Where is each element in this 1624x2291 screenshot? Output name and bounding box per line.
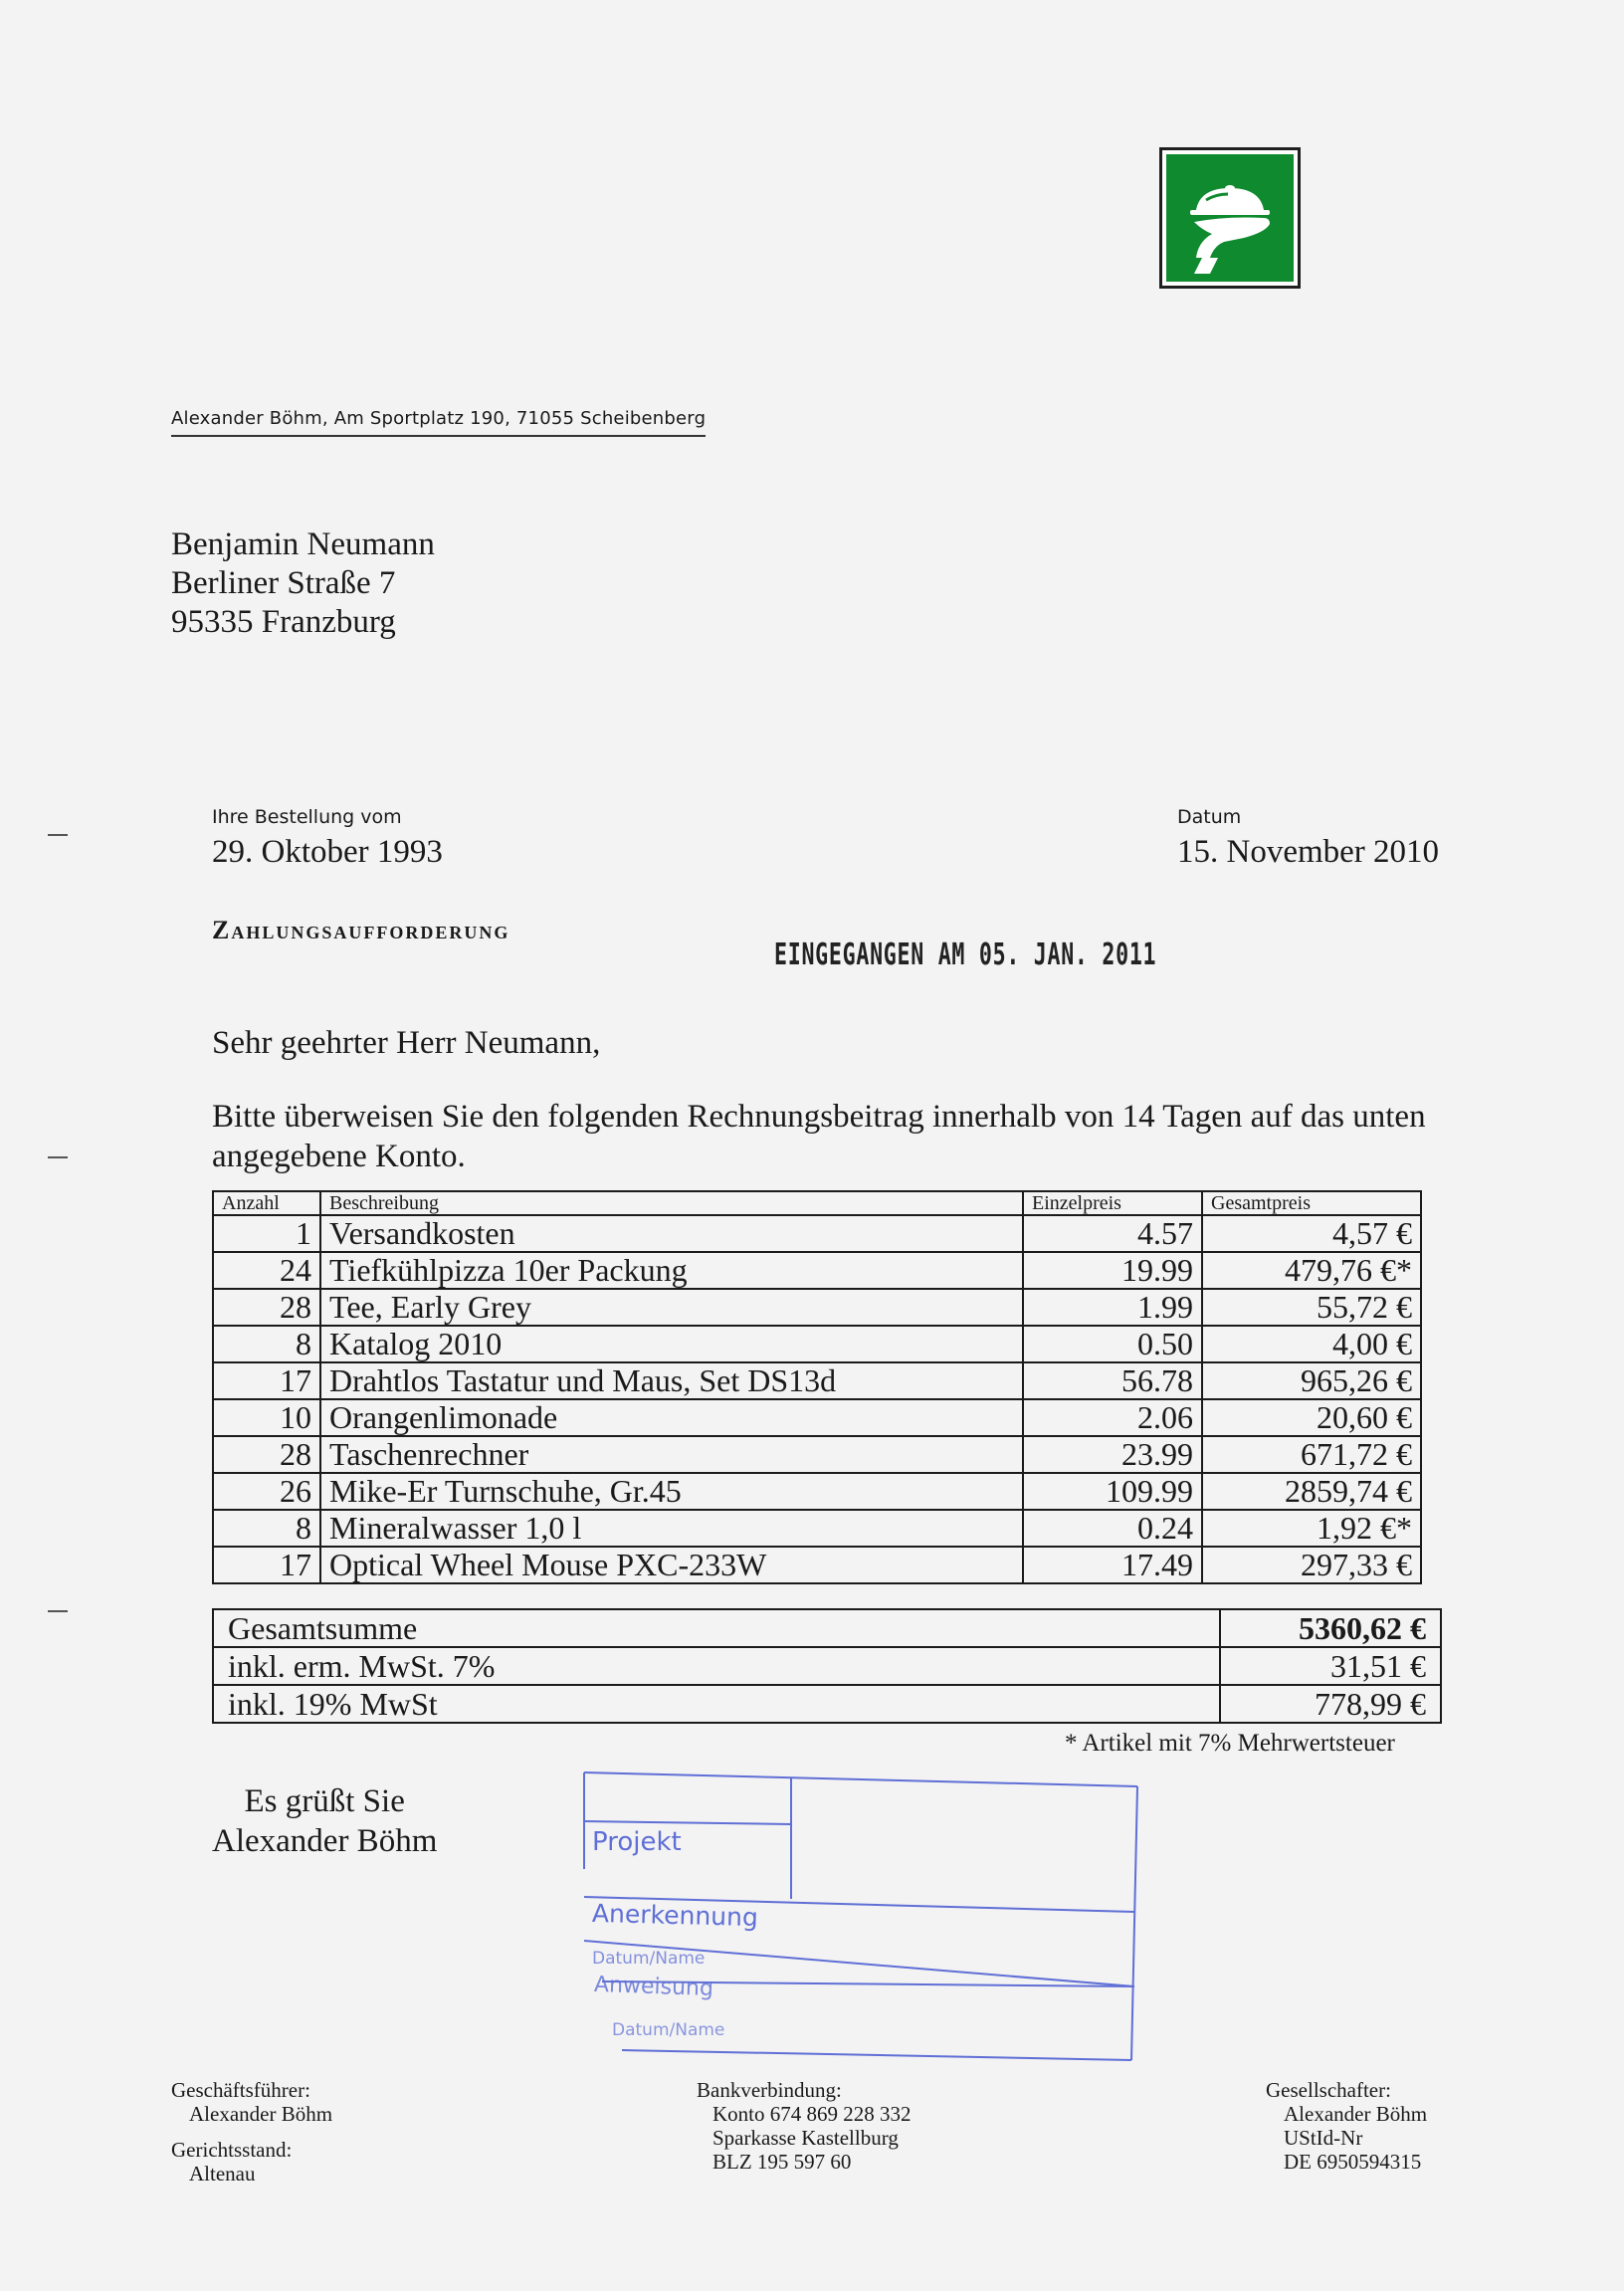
vat7-value: 31,51 € <box>1220 1647 1441 1685</box>
punch-mark <box>48 1156 68 1158</box>
vat19-value: 778,99 € <box>1220 1685 1441 1723</box>
cell-qty: 8 <box>213 1510 320 1547</box>
closing-block <box>212 1781 437 1861</box>
footer-bank-name: Sparkasse Kastellburg <box>712 2126 899 2150</box>
cell-unit: 56.78 <box>1023 1362 1202 1399</box>
recipient-street: Berliner Straße 7 <box>171 565 396 601</box>
stamp-anerkennung-label: Anerkennung <box>591 1898 759 1933</box>
cell-total: 4,57 € <box>1202 1215 1421 1252</box>
cell-total: 479,76 €* <box>1202 1252 1421 1289</box>
footer-bank-account: Konto 674 869 228 332 <box>712 2102 912 2126</box>
cell-qty: 10 <box>213 1399 320 1436</box>
footer-center <box>697 2078 912 2174</box>
total-sum-value: 5360,62 € <box>1220 1609 1441 1647</box>
cell-desc: Optical Wheel Mouse PXC-233W <box>320 1547 1023 1583</box>
cell-desc: Tee, Early Grey <box>320 1289 1023 1326</box>
table-row <box>213 1436 1421 1473</box>
cell-total: 20,60 € <box>1202 1399 1421 1436</box>
footer-jurisdiction: Altenau <box>189 2162 256 2186</box>
cell-unit: 2.06 <box>1023 1399 1202 1436</box>
totals-wrapper <box>212 1608 1442 1724</box>
cell-qty: 8 <box>213 1326 320 1362</box>
table-header-row <box>213 1191 1421 1215</box>
footer-vat-id: DE 6950594315 <box>1284 2150 1422 2174</box>
table-row <box>213 1215 1421 1252</box>
date-value: 15. November 2010 <box>1177 834 1440 870</box>
cell-unit: 17.49 <box>1023 1547 1202 1583</box>
cell-desc: Orangenlimonade <box>320 1399 1023 1436</box>
date-label: Datum <box>1177 806 1242 828</box>
invoice-table-wrapper <box>212 1190 1422 1584</box>
table-row <box>213 1326 1421 1362</box>
cell-unit: 4.57 <box>1023 1215 1202 1252</box>
approval-stamp <box>582 1770 1139 2063</box>
fold-mark <box>48 1610 68 1612</box>
cell-desc: Mineralwasser 1,0 l <box>320 1510 1023 1547</box>
cell-qty: 17 <box>213 1547 320 1583</box>
closing-greeting: Es grüßt Sie <box>244 1783 405 1819</box>
cell-total: 297,33 € <box>1202 1547 1421 1583</box>
stamp-anweisung-label: Anweisung <box>593 1972 714 2002</box>
recipient-city: 95335 Franzburg <box>171 604 396 640</box>
closing-signature-name: Alexander Böhm <box>212 1823 438 1859</box>
cell-desc: Taschenrechner <box>320 1436 1023 1473</box>
total-sum-row <box>213 1609 1441 1647</box>
cell-desc: Versandkosten <box>320 1215 1023 1252</box>
footer-bank-label: Bankverbindung: <box>697 2078 842 2102</box>
totals-table <box>212 1608 1442 1724</box>
vat7-row <box>213 1647 1441 1685</box>
stamp-datum-name-label: Datum/Name <box>612 2020 725 2040</box>
table-row <box>213 1510 1421 1547</box>
cell-total: 671,72 € <box>1202 1436 1421 1473</box>
salutation: Sehr geehrter Herr Neumann, <box>212 1025 601 1061</box>
cell-total: 55,72 € <box>1202 1289 1421 1326</box>
vat-footnote: * Artikel mit 7% Mehrwertsteuer <box>1065 1730 1395 1757</box>
fold-mark <box>48 834 68 836</box>
header-total-price: Gesamtpreis <box>1202 1191 1421 1215</box>
invoice-table <box>212 1190 1422 1584</box>
document-title: Zahlungsaufforderung <box>212 916 510 944</box>
footer-bank-code: BLZ 195 597 60 <box>712 2150 852 2174</box>
footer-left <box>171 2078 332 2186</box>
cell-unit: 0.50 <box>1023 1326 1202 1362</box>
recipient-address <box>171 525 435 642</box>
footer-jurisdiction-label: Gerichtsstand: <box>171 2138 293 2162</box>
cell-total: 1,92 €* <box>1202 1510 1421 1547</box>
table-row <box>213 1473 1421 1510</box>
company-logo <box>1159 147 1301 289</box>
cell-unit: 109.99 <box>1023 1473 1202 1510</box>
cell-unit: 0.24 <box>1023 1510 1202 1547</box>
cell-total: 965,26 € <box>1202 1362 1421 1399</box>
header-unit-price: Einzelpreis <box>1023 1191 1202 1215</box>
stamp-projekt-label: Projekt <box>592 1827 682 1857</box>
cell-qty: 1 <box>213 1215 320 1252</box>
footer-partner-label: Gesellschafter: <box>1266 2078 1391 2102</box>
footer-partner-name: Alexander Böhm <box>1284 2102 1428 2126</box>
recipient-name: Benjamin Neumann <box>171 526 435 562</box>
cell-qty: 26 <box>213 1473 320 1510</box>
serving-hand-icon <box>1166 154 1294 282</box>
cell-desc: Drahtlos Tastatur und Maus, Set DS13d <box>320 1362 1023 1399</box>
footer-managing-director: Alexander Böhm <box>189 2102 333 2126</box>
cell-qty: 28 <box>213 1289 320 1326</box>
order-date-value: 29. Oktober 1993 <box>212 834 443 870</box>
table-row <box>213 1289 1421 1326</box>
table-row <box>213 1252 1421 1289</box>
cell-qty: 17 <box>213 1362 320 1399</box>
cell-desc: Katalog 2010 <box>320 1326 1023 1362</box>
cell-unit: 1.99 <box>1023 1289 1202 1326</box>
header-quantity: Anzahl <box>213 1191 320 1215</box>
footer-vat-id-label: UStId-Nr <box>1284 2126 1363 2150</box>
stamp-datum-name-label: Datum/Name <box>592 1949 706 1969</box>
footer-managing-director-label: Geschäftsführer: <box>171 2078 310 2102</box>
vat19-row <box>213 1685 1441 1723</box>
cell-unit: 19.99 <box>1023 1252 1202 1289</box>
cell-qty: 28 <box>213 1436 320 1473</box>
cell-total: 2859,74 € <box>1202 1473 1421 1510</box>
cell-desc: Tiefkühlpizza 10er Packung <box>320 1252 1023 1289</box>
vat7-label: inkl. erm. MwSt. 7% <box>213 1647 1220 1685</box>
cell-qty: 24 <box>213 1252 320 1289</box>
sender-address-line: Alexander Böhm, Am Sportplatz 190, 71055 Scheibenberg <box>171 408 706 437</box>
cell-total: 4,00 € <box>1202 1326 1421 1362</box>
received-stamp: EINGEGANGEN AM 05. JAN. 2011 <box>774 937 1157 972</box>
header-description: Beschreibung <box>320 1191 1023 1215</box>
cell-unit: 23.99 <box>1023 1436 1202 1473</box>
table-row <box>213 1547 1421 1583</box>
table-row <box>213 1399 1421 1436</box>
table-row <box>213 1362 1421 1399</box>
payment-instruction: Bitte überweisen Sie den folgenden Rechnungsbeitrag innerhalb von 14 Tagen auf das unten angegebene Konto. <box>212 1099 1426 1174</box>
total-sum-label: Gesamtsumme <box>213 1609 1220 1647</box>
cell-desc: Mike-Er Turnschuhe, Gr.45 <box>320 1473 1023 1510</box>
vat19-label: inkl. 19% MwSt <box>213 1685 1220 1723</box>
order-date-label: Ihre Bestellung vom <box>212 806 402 828</box>
footer-right <box>1266 2078 1427 2174</box>
